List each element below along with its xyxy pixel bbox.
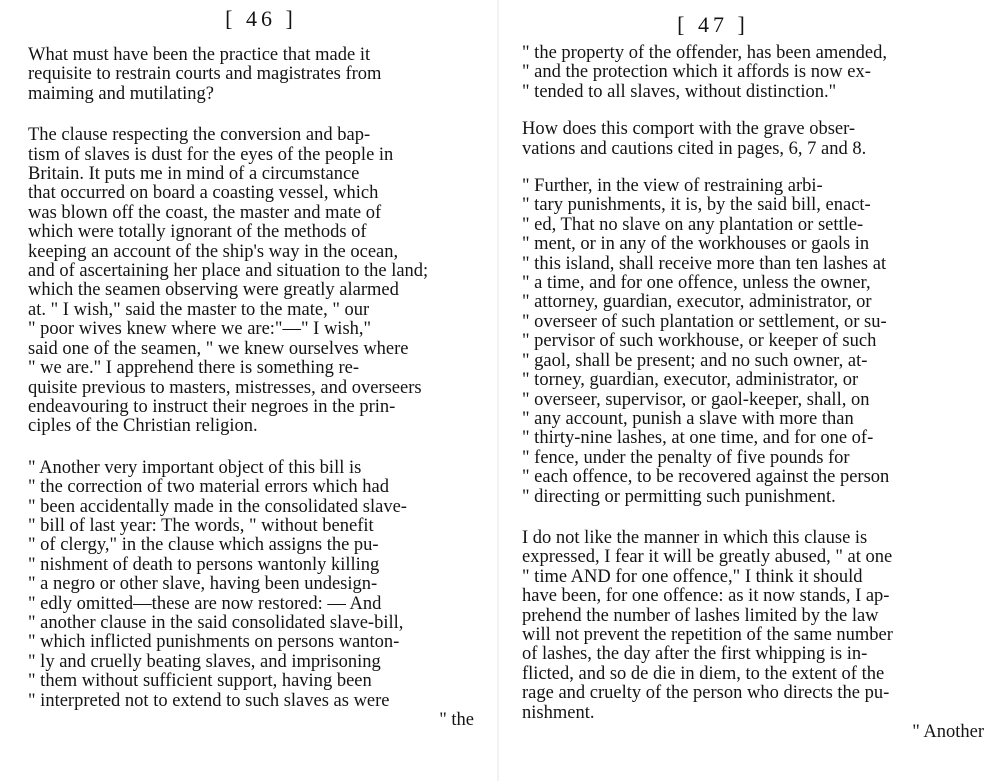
text-line: " the property of the offender, has been amended, <box>522 43 888 63</box>
text-line: " been accidentally made in the consolidated slave- <box>28 496 407 517</box>
text-line: " time AND for one offence," I think it should <box>522 566 863 587</box>
text-line: have been, for one offence: as it now stands, I ap- <box>522 586 890 607</box>
text-line: " ed, That no slave on any plantation or settle- <box>522 214 864 235</box>
text-line: " a negro or other slave, having been undesign- <box>28 574 378 595</box>
text-line: prehend the number of lashes limited by the law <box>522 605 879 626</box>
text-line: Britain. It puts me in mind of a circumstance <box>28 164 360 185</box>
text-line: quisite previous to masters, mistresses, and overseers <box>28 377 422 398</box>
text-line: " overseer of such plantation or settlement, or su- <box>522 311 887 332</box>
text-line: which were totally ignorant of the methods of <box>28 222 367 243</box>
text-line: " overseer, supervisor, or gaol-keeper, shall, on <box>522 389 870 410</box>
page-number: [ 46 ] <box>225 6 297 31</box>
text-line: keeping an account of the ship's way in the ocean, <box>28 241 399 262</box>
text-line: maiming and mutilating? <box>28 83 214 104</box>
text-line: " ment, or in any of the workhouses or gaols in <box>522 234 870 255</box>
text-line: " tary punishments, it is, by the said bill, enact- <box>522 195 871 216</box>
text-line: " fence, under the penalty of five pounds for <box>522 447 850 468</box>
text-line: " of clergy," in the clause which assigns the pu- <box>28 535 379 556</box>
text-line: " tended to all slaves, without distinction." <box>522 81 837 102</box>
text-line: flicted, and so de die in diem, to the extent of the <box>522 663 885 684</box>
text-line: vations and cautions cited in pages, 6, 7 and 8. <box>522 138 867 159</box>
paragraph <box>522 120 984 159</box>
text-line: requisite to restrain courts and magistrates from <box>28 64 382 85</box>
text-line: and of ascertaining her place and situation to the land; <box>28 261 429 282</box>
text-line: nishment. <box>522 702 595 723</box>
paragraph <box>28 46 474 104</box>
right-page <box>522 0 984 781</box>
gutter <box>497 0 499 781</box>
text-line: rage and cruelty of the person who directs the pu- <box>522 683 890 704</box>
text-line: " them without sufficient support, having been <box>28 671 372 692</box>
left-page <box>28 0 474 781</box>
text-line: endeavouring to instruct their negroes in the prin- <box>28 396 396 417</box>
text-line: " the correction of two material errors which had <box>28 477 389 498</box>
text-line: " we are." I apprehend there is something re- <box>28 358 360 379</box>
text-line: " Another very important object of this bill is <box>28 457 362 478</box>
text-line: " each offence, to be recovered against the person <box>522 467 890 488</box>
text-line: tism of slaves is dust for the eyes of the people in <box>28 144 394 165</box>
text-line: The clause respecting the conversion and bap- <box>28 125 371 146</box>
text-line: " another clause in the said consolidated slave-bill, <box>28 612 404 633</box>
text-line: that occurred on board a coasting vessel, which <box>28 183 379 204</box>
text-line: I do not like the manner in which this clause is <box>522 527 868 548</box>
text-line: " ly and cruelly beating slaves, and imprisoning <box>28 651 381 672</box>
text-line: " torney, guardian, executor, administrator, or <box>522 370 859 391</box>
text-line: " interpreted not to extend to such slaves as were <box>28 690 390 711</box>
text-line: said one of the seamen, " we knew ourselves where <box>28 338 409 359</box>
text-line: expressed, I fear it will be greatly abused, " at one <box>522 547 893 568</box>
text-line: " nishment of death to persons wantonly killing <box>28 554 380 575</box>
text-line: " and the protection which it affords is now ex- <box>522 62 871 83</box>
text-line: " which inflicted punishments on persons wanton- <box>28 632 400 653</box>
paragraph <box>522 44 984 102</box>
text-line: of lashes, the day after the first whipping is in- <box>522 644 868 665</box>
catchword: " the <box>439 710 474 730</box>
text-line: " poor wives knew where we are:"—" I wish," <box>28 319 372 340</box>
text-line: at. " I wish," said the master to the mate, " our <box>28 299 370 320</box>
catchword: " Another <box>912 722 984 742</box>
text-line: " this island, shall receive more than ten lashes at <box>522 253 887 274</box>
paragraph <box>522 177 984 507</box>
paragraph <box>28 459 474 711</box>
text-line: " bill of last year: The words, " without benefit <box>28 515 374 536</box>
page-number: [ 47 ] <box>677 12 749 37</box>
text-line: " gaol, shall be present; and no such owner, at- <box>522 350 868 371</box>
text-line: " a time, and for one offence, unless the owner, <box>522 273 871 294</box>
text-line: What must have been the practice that made it <box>28 45 371 65</box>
text-line: " Further, in the view of restraining arbi- <box>522 176 823 197</box>
text-line: " any account, punish a slave with more than <box>522 408 854 429</box>
text-line: which the seamen observing were greatly alarmed <box>28 280 399 301</box>
text-line: " directing or permitting such punishment. <box>522 486 836 507</box>
text-line: " thirty-nine lashes, at one time, and for one of- <box>522 428 874 449</box>
paragraph <box>522 529 984 723</box>
paragraph <box>28 126 474 437</box>
text-line: " edly omitted—these are now restored: — And <box>28 593 382 614</box>
text-line: was blown off the coast, the master and mate of <box>28 202 382 223</box>
text-line: will not prevent the repetition of the same number <box>522 624 893 645</box>
text-line: " attorney, guardian, executor, administrator, or <box>522 292 872 313</box>
text-line: " pervisor of such workhouse, or keeper of such <box>522 331 877 352</box>
text-line: ciples of the Christian religion. <box>28 416 258 437</box>
text-line: How does this comport with the grave obser- <box>522 119 856 140</box>
